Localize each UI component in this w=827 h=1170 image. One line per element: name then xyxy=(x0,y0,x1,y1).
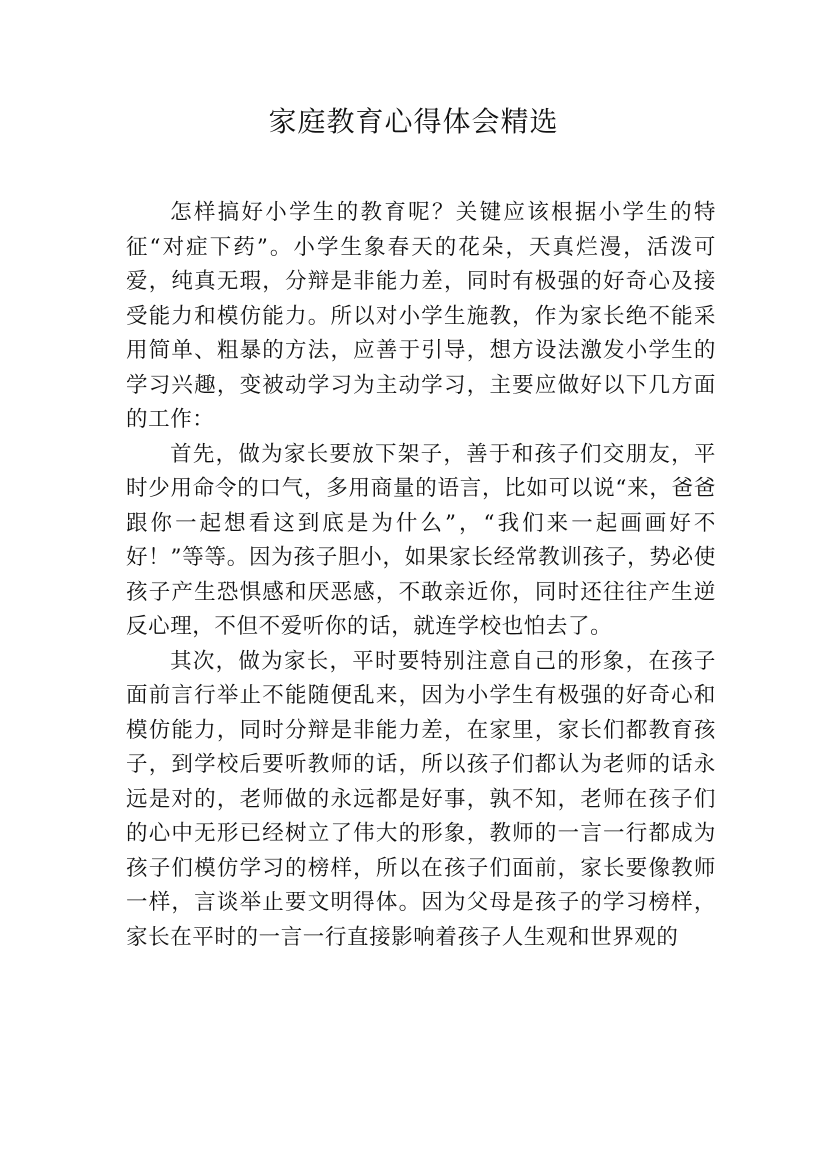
document-body xyxy=(126,196,716,955)
paragraph-intro: 怎样搞好小学生的教育呢？关键应该根据小学生的特征“对症下药”。小学生象春天的花朵，天真烂漫，活泼可爱，纯真无瑕，分辩是非能力差，同时有极强的好奇心及接受能力和模仿能力。所以对小学生施教，作为家长绝不能采用简单、粗暴的方法，应善于引导，想方设法激发小学生的学习兴趣，变被动学习为主动学习，主要应做好以下几方面的工作： xyxy=(126,200,716,432)
page-title: 家庭教育心得体会精选 xyxy=(268,105,559,138)
paragraph-second-point: 其次，做为家长，平时要特别注意自己的形象，在孩子面前言行举止不能随便乱来，因为小学生有极强的好奇心和模仿能力，同时分辩是非能力差，在家里，家长们都教育孩子，到学校后要听教师的话，所以孩子们都认为老师的话永远是对的，老师做的永远都是好事，孰不知，老师在孩子们的心中无形已经树立了伟大的形象，教师的一言一行都成为孩子们模仿学习的榜样，所以在孩子们面前，家长要像教师一样，言谈举止要文明得体。因为父母是孩子的学习榜样，家长在平时的一言一行直接影响着孩子人生观和世界观的 xyxy=(126,648,716,950)
paragraph-first-point: 首先，做为家长要放下架子，善于和孩子们交朋友，平时少用命令的口气，多用商量的语言，比如可以说“来，爸爸跟你一起想看这到底是为什么”，“我们来一起画画好不好！”等等。因为孩子胆小，如果家长经常教训孩子，势必使孩子产生恐惧感和厌恶感，不敢亲近你，同时还往往产生逆反心理，不但不爱听你的话，就连学校也怕去了。 xyxy=(126,441,716,639)
